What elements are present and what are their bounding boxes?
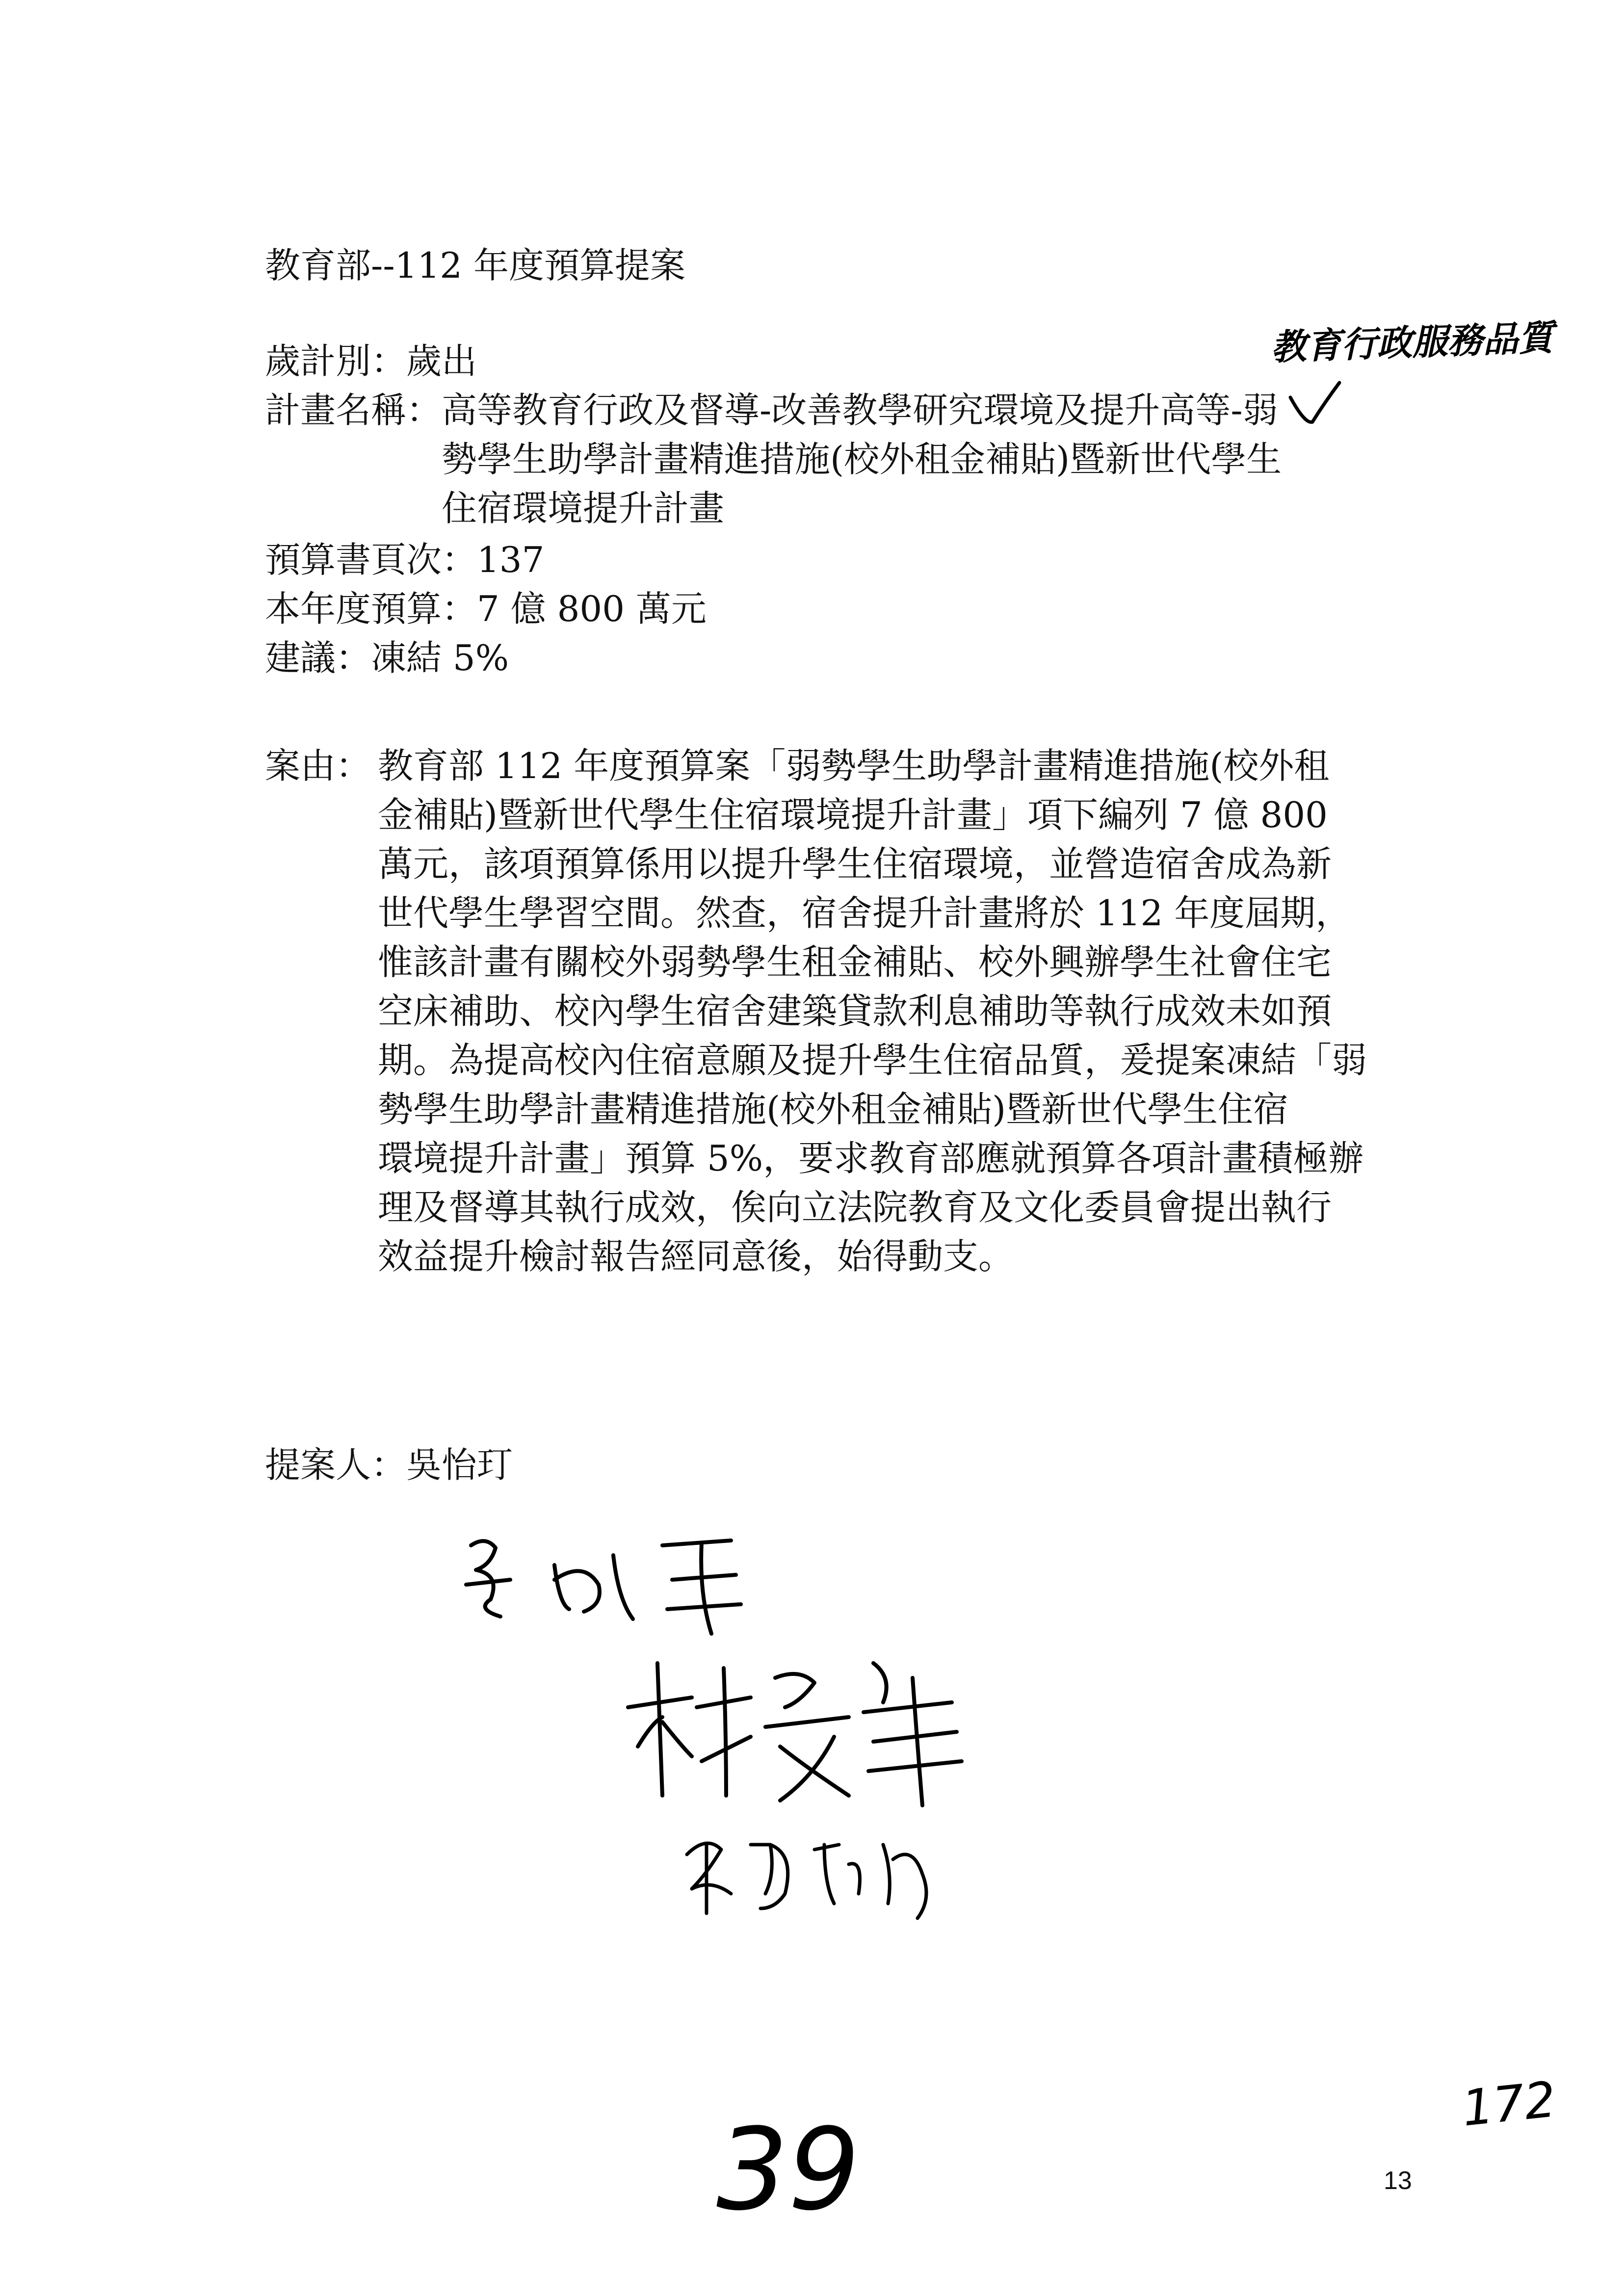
reason-line-2: 金補貼)暨新世代學生住宿環境提升計畫」項下編列 7 億 800	[378, 794, 1328, 835]
reason-line-1: 教育部 112 年度預算案「弱勢學生助學計畫精進措施(校外租	[378, 745, 1330, 786]
reason-line-11: 效益提升檢討報告經同意後，始得動支。	[378, 1236, 1014, 1277]
signature-1	[456, 1526, 760, 1639]
plan-name-label: 計畫名稱：	[265, 390, 442, 431]
signature-3	[677, 1815, 952, 1928]
signature-2	[618, 1648, 1001, 1810]
reason-line-9: 環境提升計畫」預算 5%，要求教育部應就預算各項計畫積極辦	[378, 1138, 1364, 1179]
reason-line-5: 惟該計畫有關校外弱勢學生租金補貼、校外興辦學生社會住宅	[378, 941, 1332, 983]
insert-caret-mark	[1285, 378, 1344, 427]
reason-line-7: 期。為提高校內住宿意願及提升學生住宿品質，爰提案凍結「弱	[378, 1040, 1367, 1081]
page-number: 13	[1384, 2166, 1412, 2195]
suggestion: 建議：凍結 5%	[265, 637, 509, 678]
plan-name-line-2: 勢學生助學計畫精進措施(校外租金補貼)暨新世代學生	[442, 439, 1282, 480]
handwritten-number: 39	[716, 2105, 860, 2236]
annual-budget: 本年度預算：7 億 800 萬元	[265, 588, 707, 629]
reason-label: 案由：	[265, 745, 371, 786]
handwritten-insert-note: 教育行政服務品質	[1270, 316, 1554, 368]
handwritten-corner-number: 172	[1459, 2070, 1559, 2138]
budget-page-ref: 預算書頁次：137	[265, 539, 545, 580]
reason-line-3: 萬元，該項預算係用以提升學生住宿環境，並營造宿舍成為新	[378, 843, 1332, 885]
document-title: 教育部--112 年度預算提案	[265, 245, 685, 286]
plan-name-line-3: 住宿環境提升計畫	[442, 488, 725, 529]
reason-line-8: 勢學生助學計畫精進措施(校外租金補貼)暨新世代學生住宿	[378, 1089, 1289, 1130]
reason-line-4: 世代學生學習空間。然查，宿舍提升計畫將於 112 年度屆期，	[378, 892, 1351, 934]
account-type: 歲計別：歲出	[265, 340, 477, 382]
reason-line-10: 理及督導其執行成效，俟向立法院教育及文化委員會提出執行	[378, 1187, 1332, 1228]
reason-line-6: 空床補助、校內學生宿舍建築貸款利息補助等執行成效未如預	[378, 991, 1332, 1032]
proposer: 提案人：吳怡玎	[265, 1444, 513, 1486]
plan-name-line-1: 高等教育行政及督導-改善教學研究環境及提升高等-弱	[442, 390, 1278, 431]
